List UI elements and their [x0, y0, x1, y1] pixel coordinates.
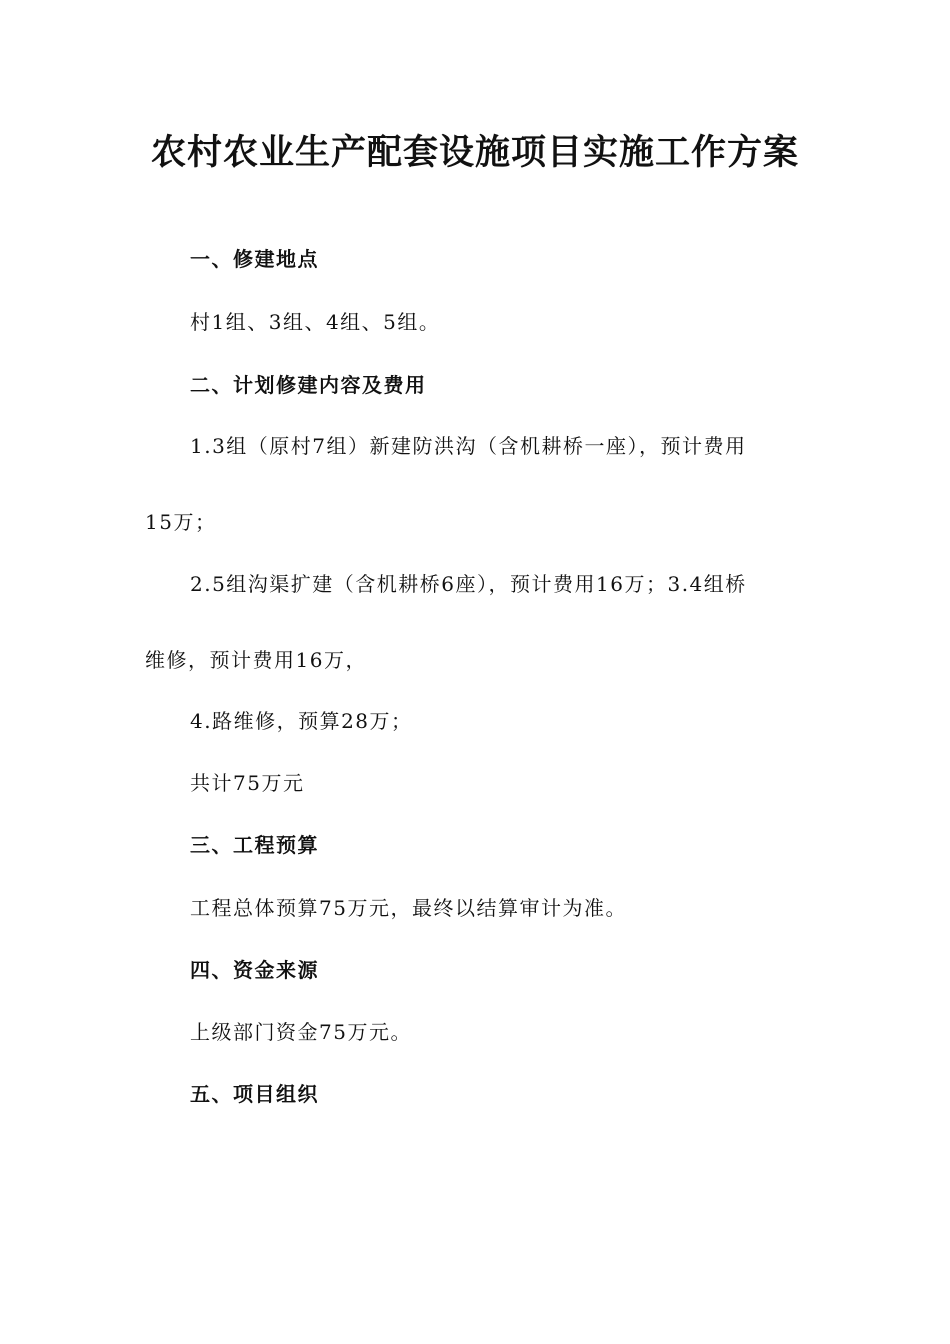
paragraph-item-2-3: 2.5组沟渠扩建（含机耕桥6座），预计费用16万；3.4组桥 — [190, 572, 747, 596]
paragraph-location: 村1组、3组、4组、5组。 — [190, 310, 441, 334]
paragraph-funding: 上级部门资金75万元。 — [190, 1020, 412, 1044]
section-heading-funding: 四、资金来源 — [190, 958, 319, 982]
paragraph-item-1: 1.3组（原村7组）新建防洪沟（含机耕桥一座），预计费用 — [190, 434, 747, 458]
paragraph-total: 共计75万元 — [190, 771, 305, 795]
paragraph-item-4: 4.路维修，预算28万； — [190, 709, 413, 733]
paragraph-item-1-continued: 15万； — [145, 510, 217, 534]
section-heading-location: 一、修建地点 — [190, 247, 319, 271]
section-heading-budget: 三、工程预算 — [190, 833, 319, 857]
paragraph-item-3-continued: 维修，预计费用16万， — [145, 648, 367, 672]
section-heading-content-cost: 二、计划修建内容及费用 — [190, 373, 427, 397]
section-heading-organization: 五、项目组织 — [190, 1082, 319, 1106]
paragraph-budget: 工程总体预算75万元，最终以结算审计为准。 — [190, 896, 627, 920]
document-title: 农村农业生产配套设施项目实施工作方案 — [150, 132, 799, 173]
